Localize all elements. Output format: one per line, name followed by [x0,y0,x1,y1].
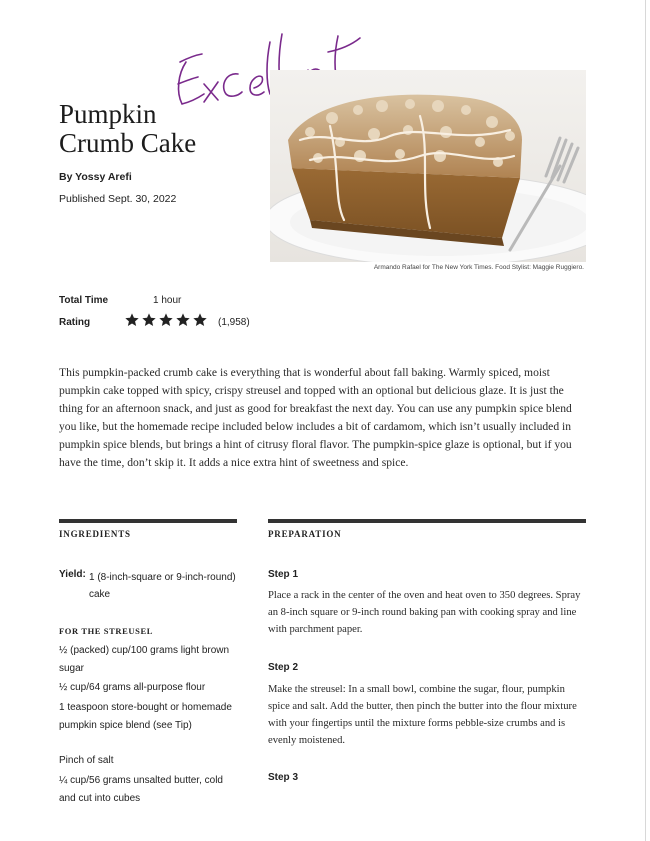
ingredient-item: ¼ cup/56 grams unsalted butter, cold and cut into cubes [59,775,223,804]
ingredients-rule [59,519,237,523]
rating-label: Rating [59,317,91,328]
star-icon [175,312,191,328]
ingredient-item: ½ (packed) cup/100 grams light brown sugar [59,645,230,674]
photo-caption: Armando Rafael for The New York Times. Food Stylist: Maggie Ruggiero. [373,264,584,271]
step-1-label: Step 1 [268,569,299,580]
yield-label: Yield: [59,569,86,580]
rating-count[interactable]: (1,958) [218,317,250,328]
step-2-text: Make the streusel: In a small bowl, combine the sugar, flour, pumpkin spice and salt. Add the butter, then pinch the butter into the flour mixture with your fingertips until the mixture forms pebble-size crumbs and is evenly moistened. [268,684,577,746]
streusel-heading: FOR THE STREUSEL [59,626,153,636]
star-icon [141,312,157,328]
author-byline[interactable]: By Yossy Arefi [59,171,132,183]
rating-stars[interactable] [124,312,208,328]
star-icon [124,312,140,328]
step-2-label: Step 2 [268,662,299,673]
preparation-heading: PREPARATION [268,529,342,539]
ingredients-heading: INGREDIENTS [59,529,131,539]
ingredient-item: Pinch of salt [59,755,114,766]
preparation-rule [268,519,586,523]
published-date: Published Sept. 30, 2022 [59,193,177,205]
recipe-title [59,100,196,158]
yield-value: 1 (8-inch-square or 9-inch-round) cake [89,572,236,600]
recipe-intro: This pumpkin-packed crumb cake is everything that is wonderful about fall baking. Warmly spiced, moist pumpkin cake topped with spicy, crispy streusel and topped with an optional but delicious glaze. It is just the thing for an afternoon snack, and just as good for breakfast the next day. You can use any pumpkin spice blend you like, but the homemade recipe included below includes a bit of cardamom, which isn’t usually included in pumpkin spice blends, but brings a hint of citrusy floral flavor. The pumpkin-spice glaze is optional, but if you have the time, don’t skip it. It adds a nice extra hint of sweetness and spice. [59,366,572,469]
recipe-title-line-1: Pumpkin [59,99,157,129]
step-3-label: Step 3 [268,772,299,783]
step-1-text: Place a rack in the center of the oven and heat oven to 350 degrees. Spray an 8-inch square or 9-inch round baking pan with cooking spray and line with parchment paper. [268,590,581,635]
total-time-value: 1 hour [153,295,182,306]
page-edge [645,0,646,841]
ingredient-item: 1 teaspoon store-bought or homemade pumpkin spice blend (see Tip) [59,702,232,731]
recipe-photo [270,70,586,262]
star-icon [158,312,174,328]
total-time-label: Total Time [59,295,109,306]
ingredient-item: ½ cup/64 grams all-purpose flour [59,682,206,693]
recipe-title-line-2: Crumb Cake [59,128,197,158]
star-icon [192,312,208,328]
